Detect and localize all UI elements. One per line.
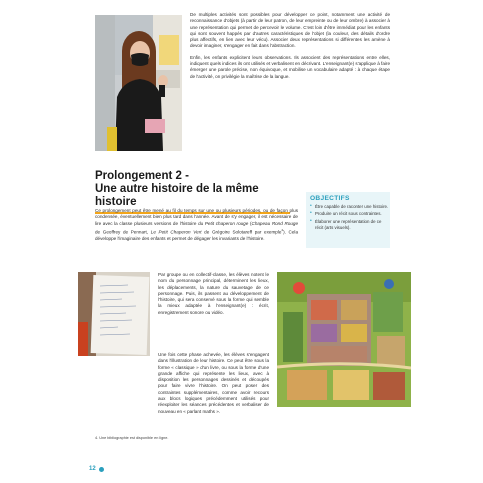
book-title: Chapeau Rond Rouge [251,220,299,226]
section-title-line2: Une autre histoire de la même histoire [95,183,259,208]
top-paragraph-2: Enfin, les enfants explicitent leurs observations. Ils associent des représentations entre elles, indiquent quels indices ils ont utilisés et verbalisent en décrivant. L'enseignant(e) s'applique à faire émerger une parole précise, non équivoque, et mobilise un vocabulaire adapté : à chaque étape de l'activité, on privilégie la maîtrise de la langue. [190,54,390,79]
poster-photo [277,272,411,407]
page-number: 12 [89,466,96,472]
objectifs-list [306,204,390,231]
page-number-block [89,466,104,472]
section-title-block [95,170,290,214]
book-title: Le Petit Chaperon Vert [150,229,202,235]
intro-text: ( [248,220,252,226]
objectif-item: • Être capable de raconter une histoire. [309,204,390,210]
objectif-item: • Produire un récit sous contraintes. [309,211,390,217]
objectifs-box [306,192,390,248]
page-dot-icon [99,467,104,472]
intro-text: ). Cela développe l'imaginaire des enfants et permet de dégager les invariants de l'histoire. [95,229,298,241]
footnote-ref: 4 [281,227,284,232]
intro-paragraph [95,208,298,242]
objectif-item: • Élaborer une représentation de ce récit (arts visuels). [309,219,390,231]
top-text [190,12,390,85]
intro-text: Ce prolongement peut être mené au fil du temps sur une ou plusieurs périodes, ou de façon plus condensée, éventuellement bien plus tard dans l'année. Avant de s'y engager, il est nécessaire de lire avec la classe plusieurs versions de l'histoire du [95,208,298,226]
notes-photo [78,272,150,356]
middle-paragraph-2: Une fois cette phase achevée, les élèves s'engagent dans l'illustration de leur histoire. Ce peut être sous la forme « classique » d'un livre, ou sous la forme d'une grande affiche qui représente les lieux, avec à disposition les personnages dessinés et découpés pour faire vivre l'histoire. On peut poser des contraintes supplémentaires, comme avoir recours aux blocs logiques précédemment utilisés pour réexploiter les séances précédentes et verbaliser de nouveau en « parlant maths ». [158,352,269,414]
intro-text: de Geoffrey de Pennart, [95,229,151,235]
objectifs-heading: OBJECTIFS [310,195,350,202]
top-paragraph-1: De multiples activités sont possibles pour développer ce point, notamment une activité de reconnaissance d'objets (à partir de leur patron, de leur empreinte ou de leur ombre) à associer à une représentation qui permet de percevoir le volume. C'est loin d'être immédiat pour les enfants qui sont souvent happés par d'autres caractéristiques de l'objet (la couleur, des détails d'ordre plus affectifs, en lien avec leur vécu). Associer deux représentations si différentes les amène à devoir imaginer, s'engager en fait dans l'abstraction. [190,12,390,49]
footnote: 4. Une bibliographie est disponible en ligne. [95,436,169,440]
book-title: Petit chaperon rouge [204,220,249,226]
teacher-photo [95,15,182,151]
intro-text: de Grégoire Solotareff par exemple [201,229,282,235]
section-title-line1: Prolongement 2 - [95,170,189,182]
middle-paragraph-1: Par groupe ou en collectif-classe, les élèves notent le nom du personnage principal, déterminent les lieux, les déplacements, la nature du sauvetage de ce personnage. Puis, ils passent au développement de l'histoire, qui sera conservé sous la forme qui semble la mieux adaptée à l'enseignant(e) : écrit, enregistrement sonore ou vidéo. [158,272,269,315]
